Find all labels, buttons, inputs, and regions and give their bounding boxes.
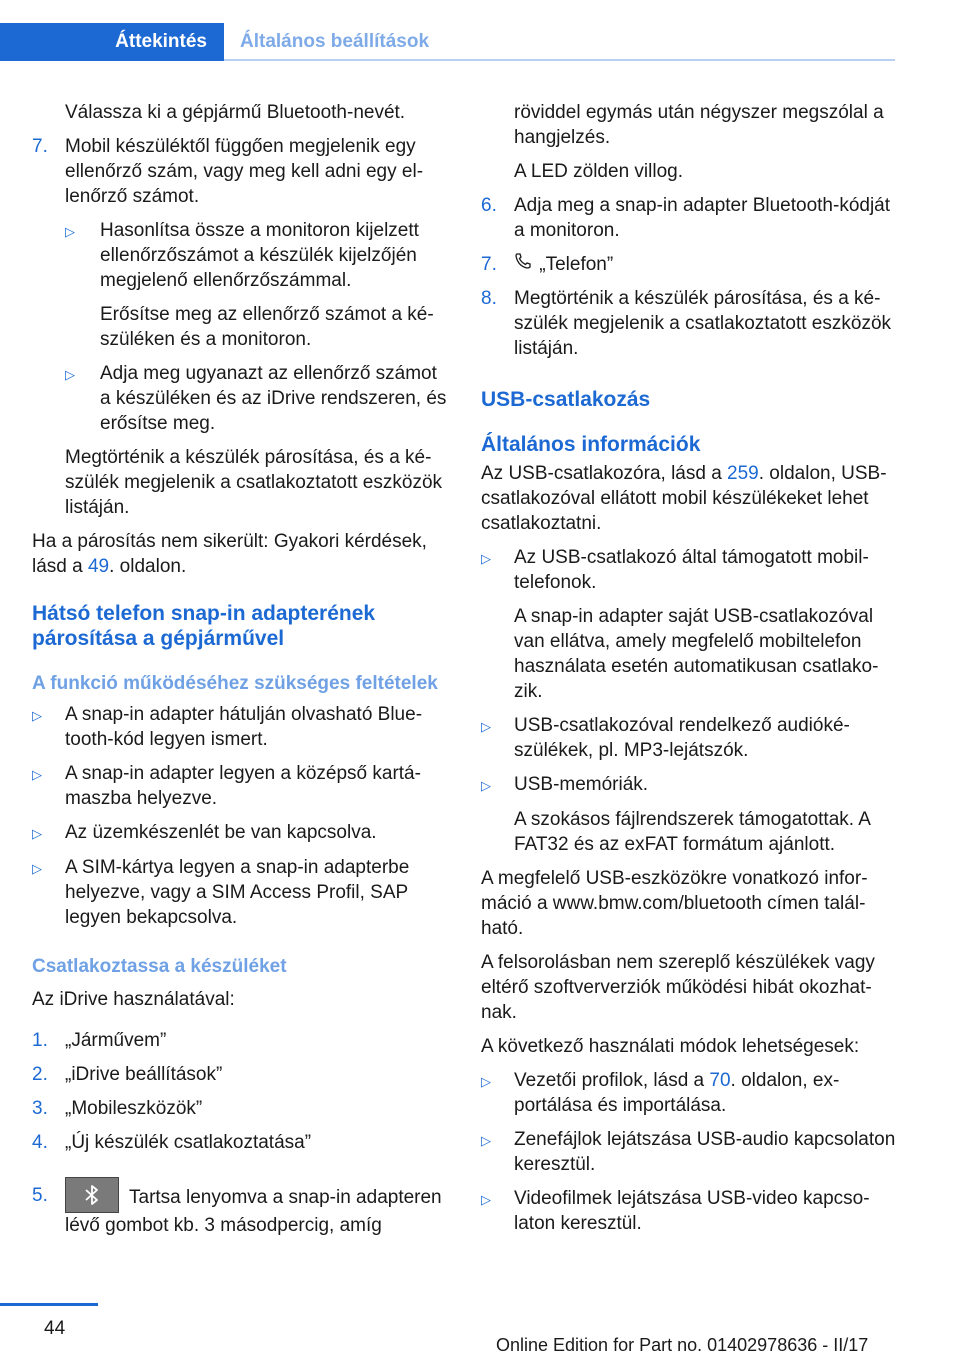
section-heading: Hátsó telefon snap-in adapterének párosítása a gépjárművel <box>32 602 376 650</box>
step-number: 4. <box>32 1132 48 1153</box>
step-number: 2. <box>32 1064 48 1085</box>
text-run: . oldalon. <box>109 556 187 577</box>
step7-label: „Telefon” <box>539 254 614 275</box>
bullet-triangle-icon: ▷ <box>32 861 42 876</box>
step-text: Mobil készüléktől függően megjelenik egy ellenőrző szám, vagy meg kell adni egy ellenőrző számot. <box>65 136 424 207</box>
page-link[interactable]: 70 <box>709 1070 731 1092</box>
bullet-text: Videofilmek lejátszása USB-video kapcsolaton keresztül. <box>514 1188 870 1235</box>
step-number: 7. <box>481 254 497 275</box>
paragraph: Válassza ki a gépjármű Bluetooth-nevét. <box>65 102 406 123</box>
paragraph: A LED zölden villog. <box>514 161 683 182</box>
bullet-text: Adja meg ugyanazt az ellenőrző számot a készüléken és az iDrive rendszeren, és erősítse meg. <box>100 363 447 434</box>
step-number: 6. <box>481 195 497 216</box>
text-run: Vezetői profilok, lásd a <box>514 1070 710 1092</box>
step-text: Adja meg a snap-in adapter Bluetooth-kódját a monitoron. <box>514 195 891 241</box>
step-number: 8. <box>481 288 497 310</box>
bullet-item <box>32 761 452 811</box>
paragraph: A szokásos fájlrendszerek támogatottak. A FAT32 és az exFAT formátum ajánlott. <box>514 809 870 856</box>
step-text <box>65 1177 452 1238</box>
bullet-triangle-icon: ▷ <box>481 719 491 735</box>
section-heading: USB-csatlakozás <box>481 388 651 412</box>
step-item <box>481 252 896 277</box>
bullet-text: A snap-in adapter hátulján olvasható Bluetooth-kód legyen ismert. <box>65 704 423 750</box>
bullet-item <box>65 361 452 436</box>
step-item <box>32 134 452 209</box>
bullet-triangle-icon: ▷ <box>32 767 42 782</box>
paragraph: Az iDrive használatával: <box>32 989 235 1010</box>
bullet-triangle-icon: ▷ <box>32 708 42 723</box>
section-heading: Általános információk <box>481 433 701 457</box>
bullet-item <box>32 855 452 930</box>
text-run: . oldalon, exportálása és importálása. <box>514 1070 840 1117</box>
paragraph: röviddel egymás után négyszer megszólal a hangjelzés. <box>514 102 884 148</box>
step-text: „Mobileszközök” <box>65 1098 203 1119</box>
step-text: „iDrive beállítások” <box>65 1064 223 1085</box>
bullet-text <box>514 1068 896 1118</box>
paragraph <box>32 529 452 579</box>
left-column <box>32 100 452 1247</box>
bullet-triangle-icon: ▷ <box>481 1133 491 1149</box>
bullet-triangle-icon: ▷ <box>481 1074 491 1090</box>
bullet-triangle-icon: ▷ <box>65 367 75 382</box>
step-item <box>481 286 896 361</box>
bullet-triangle-icon: ▷ <box>481 778 491 794</box>
step-number: 1. <box>32 1030 48 1051</box>
bullet-item <box>481 772 896 798</box>
paragraph: A felsorolásban nem szereplő készülékek vagy eltérő szoftververziók működési hibát okozhatnak. <box>481 952 875 1024</box>
bullet-item <box>32 820 452 846</box>
bluetooth-button-icon <box>65 1177 119 1213</box>
subsection-heading: A funkció működéséhez szükséges feltételek <box>32 673 438 694</box>
step-item <box>32 1096 452 1121</box>
text-run: . oldalon, USB-csatlakozóval ellátott mobil készülékeket lehet csatlakoztatni. <box>481 463 887 535</box>
step-number: 3. <box>32 1098 48 1119</box>
step-text: „Járművem” <box>65 1030 167 1051</box>
step-text: Megtörténik a készülék párosítása, és a készülék megjelenik a csatlakoztatott eszközök listáján. <box>514 288 892 360</box>
step-item <box>32 1177 452 1238</box>
tab-overview[interactable]: Áttekintés <box>0 23 224 61</box>
bullet-triangle-icon: ▷ <box>32 826 42 841</box>
bullet-item <box>481 713 896 763</box>
page-link[interactable]: 259 <box>727 463 759 485</box>
bullet-text: Zenefájlok lejátszása USB-audio kapcsolaton keresztül. <box>514 1129 896 1176</box>
step-text: „Új készülék csatlakoztatása” <box>65 1132 312 1153</box>
page-link[interactable]: 49 <box>87 556 110 577</box>
phone-icon <box>514 252 534 277</box>
page-number: 44 <box>44 1318 66 1339</box>
step-item <box>32 1062 452 1087</box>
bullet-item <box>481 1186 896 1236</box>
header-divider <box>224 59 895 61</box>
paragraph: Megtörténik a készülék párosítása, és a készülék megjelenik a csatlakoztatott eszközök listáján. <box>65 447 443 518</box>
step-number: 7. <box>32 136 48 157</box>
step-text <box>514 252 896 277</box>
step-number: 5. <box>32 1185 48 1206</box>
bullet-text: Az üzemkészenlét be van kapcsolva. <box>65 822 377 843</box>
bullet-text: A SIM-kártya legyen a snap-in adapterbe helyezve, vagy a SIM Access Profil, SAP legyen bekapcsolva. <box>65 857 410 928</box>
tab-general-settings[interactable]: Általános beállítások <box>240 31 430 52</box>
bullet-triangle-icon: ▷ <box>65 224 75 239</box>
subsection-heading: Csatlakoztassa a készüléket <box>32 956 287 977</box>
bullet-item <box>481 1068 896 1118</box>
bullet-text: USB-csatlakozóval rendelkező audiókészülékek, pl. MP3-lejátszók. <box>514 715 850 762</box>
bullet-triangle-icon: ▷ <box>481 1192 491 1208</box>
text-run: Az USB-csatlakozóra, lásd a <box>481 463 728 485</box>
paragraph: A következő használati módok lehetségesek: <box>481 1036 860 1058</box>
bullet-triangle-icon: ▷ <box>481 551 491 567</box>
bullet-text: Hasonlítsa össze a monitoron kijelzett ellenőrzőszámot a készülék kijelzőjén megjelenő ellenőrzőszámmal. <box>100 220 419 291</box>
text-run: Ha a párosítás nem sikerült: Gyakori kérdések, lásd a <box>32 531 427 577</box>
edition-footer: Online Edition for Part no. 01402978636 - II/17 <box>496 1335 869 1355</box>
paragraph: A megfelelő USB-eszközökre vonatkozó információ a www.bmw.com/bluetooth címen található. <box>481 868 868 940</box>
chapter-header <box>0 23 895 63</box>
bullet-item <box>65 218 452 293</box>
bullet-text: Az USB-csatlakozó által támogatott mobiltelefonok. <box>514 547 869 594</box>
bullet-text: USB-memóriák. <box>514 774 649 796</box>
step-item <box>481 193 896 243</box>
bullet-item <box>481 1127 896 1177</box>
paragraph <box>481 461 896 536</box>
bullet-item <box>32 702 452 752</box>
step-item <box>32 1028 452 1053</box>
step5-text: Tartsa lenyomva a snap-in adapteren lévő gombot kb. 3 másodpercig, amíg <box>65 1187 442 1236</box>
paragraph: A snap-in adapter saját USB-csatlakozóval van ellátva, amely megfelelő mobiltelefon használata esetén automatikusan csatlakozik. <box>514 606 879 703</box>
bullet-item <box>481 545 896 595</box>
step-item <box>32 1130 452 1155</box>
right-column <box>481 100 896 1245</box>
paragraph: Erősítse meg az ellenőrző számot a készüléken és a monitoron. <box>100 304 434 350</box>
footer-divider <box>0 1303 98 1306</box>
bullet-text: A snap-in adapter legyen a középső kartámaszba helyezve. <box>65 763 421 809</box>
